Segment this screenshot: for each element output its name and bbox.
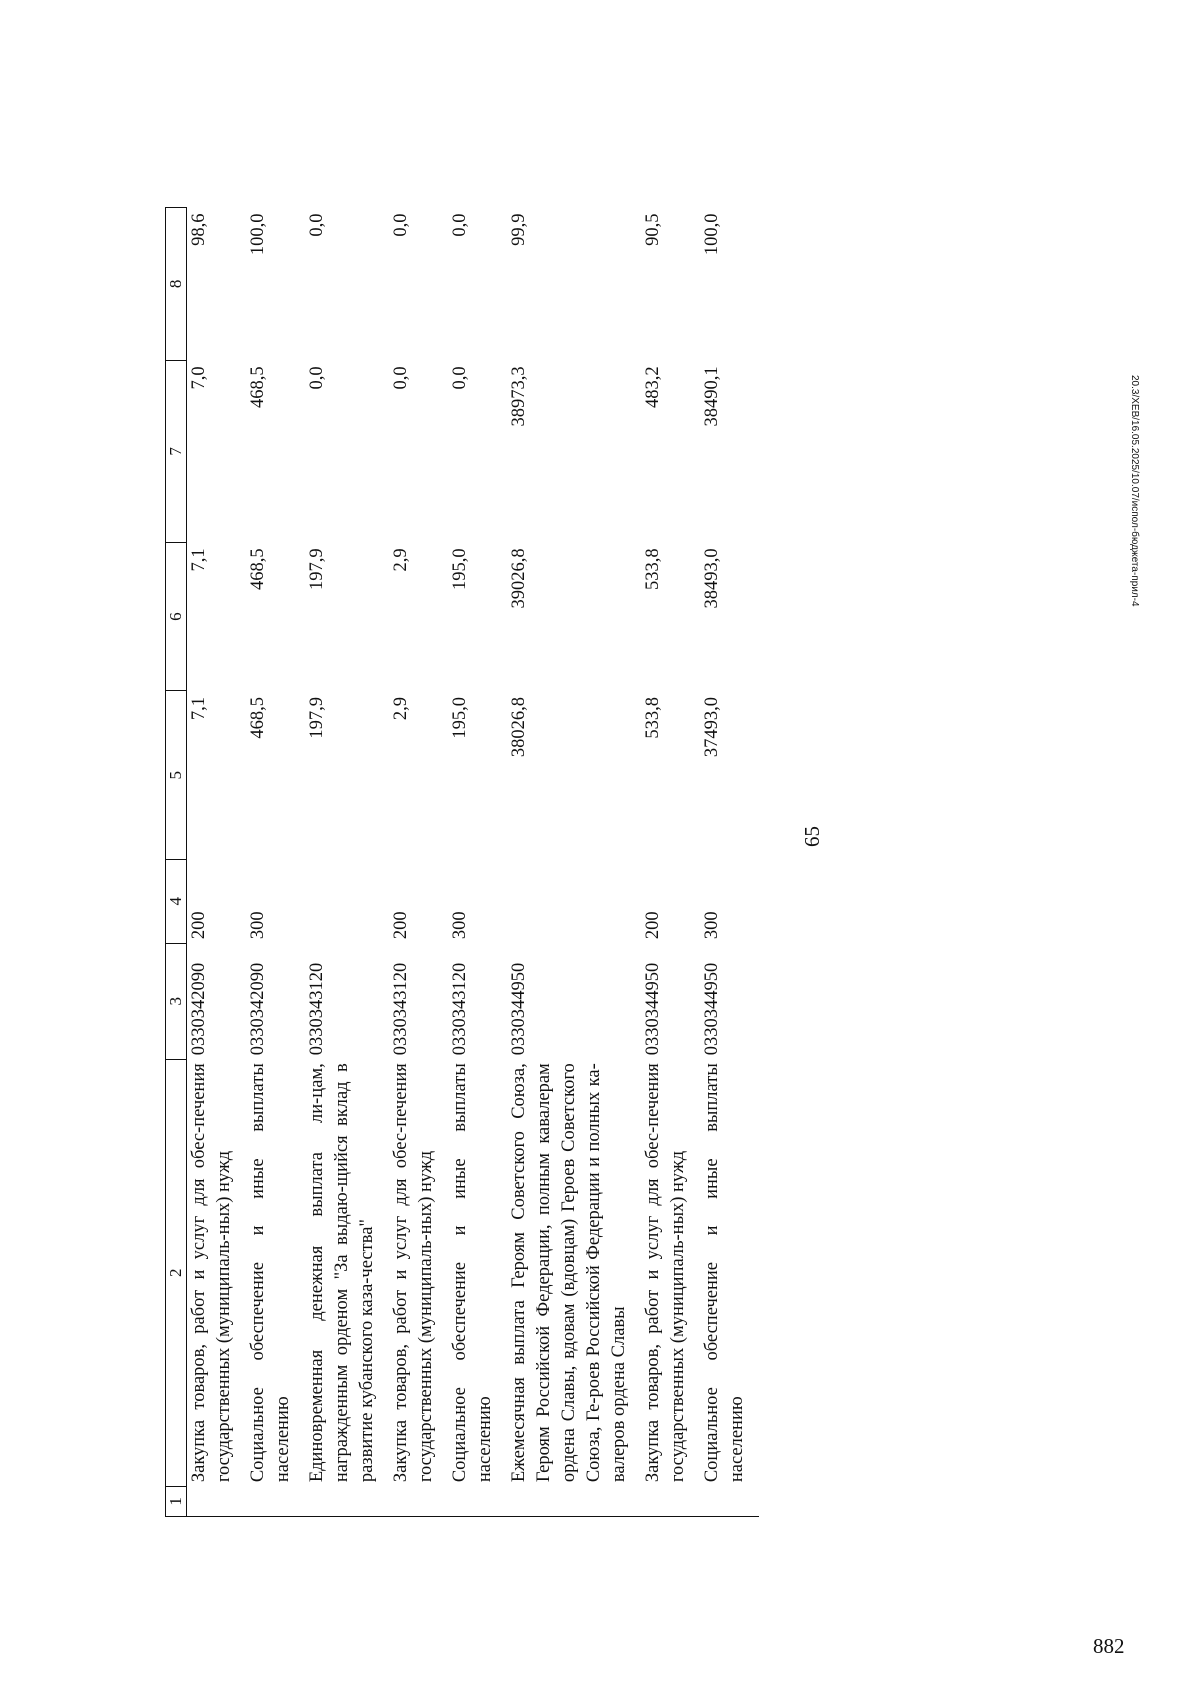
row-code: 0330342090 [248, 962, 268, 1056]
row-col-6: 38493,0 [702, 548, 722, 609]
row-index-cell [700, 1486, 759, 1516]
row-col-8: 99,9 [509, 213, 529, 246]
row-col-6: 2,9 [391, 548, 411, 572]
row-name: Закупка товаров, работ и услуг для обес-печения государственных (муниципаль-ных) нужд [643, 1063, 688, 1483]
row-index-cell [641, 1486, 700, 1516]
row-index-cell [305, 1486, 389, 1516]
row-col-8: 0,0 [307, 213, 327, 237]
row-col-7: 0,0 [391, 366, 411, 390]
header-col-7: 7 [166, 360, 187, 542]
row-col-8: 100,0 [702, 213, 722, 256]
table-row [187, 208, 247, 1517]
row-type: 300 [450, 911, 470, 940]
row-code: 0330342090 [189, 962, 209, 1056]
row-name: Закупка товаров, работ и услуг для обес-печения государственных (муниципаль-ных) нужд [189, 1063, 234, 1483]
table-row [700, 208, 759, 1517]
row-col-8: 0,0 [391, 213, 411, 237]
row-name: Закупка товаров, работ и услуг для обес-печения государственных (муниципаль-ных) нужд [391, 1063, 436, 1483]
row-type [507, 859, 641, 943]
row-type: 300 [702, 911, 722, 940]
row-col-8: 0,0 [450, 213, 470, 237]
row-name: Социальное обеспечение и иные выплаты населению [450, 1063, 495, 1483]
row-col-8: 98,6 [189, 213, 209, 246]
row-col-8: 90,5 [643, 213, 663, 246]
row-type [305, 859, 389, 943]
page-number: 65 [800, 826, 824, 847]
row-col-6: 7,1 [189, 548, 209, 572]
header-col-2: 2 [166, 1059, 187, 1486]
sheet-number: 882 [1093, 1634, 1125, 1658]
row-col-7: 7,0 [189, 366, 209, 390]
table-row [448, 208, 507, 1517]
row-col-6: 197,9 [307, 548, 327, 590]
header-col-5: 5 [166, 691, 187, 859]
row-col-7: 468,5 [248, 366, 268, 408]
row-index-cell [507, 1486, 641, 1516]
row-col-5: 197,9 [307, 696, 327, 739]
row-col-8: 100,0 [248, 213, 268, 256]
row-col-7: 483,2 [643, 366, 663, 408]
row-code: 0330343120 [450, 962, 470, 1056]
row-type: 200 [189, 911, 209, 940]
row-type: 200 [643, 911, 663, 940]
document-code: 20.3/ХЕВ/16.05.2025/10.07/испол-бюджета-прил-4 [1129, 375, 1140, 607]
row-col-7: 0,0 [307, 366, 327, 390]
row-index-cell [448, 1486, 507, 1516]
row-col-5: 468,5 [248, 696, 268, 739]
row-type: 300 [248, 911, 268, 940]
row-col-7: 38973,3 [509, 366, 529, 427]
row-col-5: 2,9 [391, 696, 411, 721]
table-row [246, 208, 305, 1517]
row-index-cell [389, 1486, 448, 1516]
row-col-7: 38490,1 [702, 366, 722, 427]
row-col-5: 195,0 [450, 696, 470, 739]
budget-table [165, 207, 759, 1517]
header-col-3: 3 [166, 943, 187, 1059]
table-row [507, 208, 641, 1517]
row-col-6: 39026,8 [509, 548, 529, 609]
row-name: Социальное обеспечение и иные выплаты населению [702, 1063, 747, 1483]
row-code: 0330344950 [643, 962, 663, 1056]
row-col-6: 195,0 [450, 548, 470, 590]
header-col-1: 1 [166, 1486, 187, 1516]
row-code: 0330343120 [307, 962, 327, 1056]
table-row [305, 208, 389, 1517]
row-col-5: 7,1 [189, 696, 209, 721]
row-name: Ежемесячная выплата Героям Советского Союза, Героям Российской Федерации, полным кавалерам ордена Славы, вдовам (вдовцам) Героев Советского Союза, Ге-роев Российской Федерации и полных ка-валеров ордена Славы [509, 1063, 629, 1483]
row-col-6: 468,5 [248, 548, 268, 590]
row-col-7: 0,0 [450, 366, 470, 390]
row-code: 0330344950 [509, 962, 529, 1056]
row-col-6: 533,8 [643, 548, 663, 590]
row-code: 0330343120 [391, 962, 411, 1056]
table-row [389, 208, 448, 1517]
header-col-8: 8 [166, 208, 187, 361]
row-type: 200 [391, 911, 411, 940]
row-index-cell [246, 1486, 305, 1516]
row-col-5: 37493,0 [702, 696, 722, 758]
row-index-cell [187, 1486, 247, 1516]
table-row [641, 208, 700, 1517]
row-col-5: 38026,8 [509, 696, 529, 758]
row-name: Социальное обеспечение и иные выплаты населению [248, 1063, 293, 1483]
row-name: Единовременная денежная выплата ли-цам, награжденным орденом "За выдаю-щийся вклад в развитие кубанского каза-чества" [307, 1063, 377, 1483]
row-code: 0330344950 [702, 962, 722, 1056]
table-header-row [166, 208, 187, 1517]
header-col-4: 4 [166, 859, 187, 943]
header-col-6: 6 [166, 542, 187, 691]
row-col-5: 533,8 [643, 696, 663, 739]
